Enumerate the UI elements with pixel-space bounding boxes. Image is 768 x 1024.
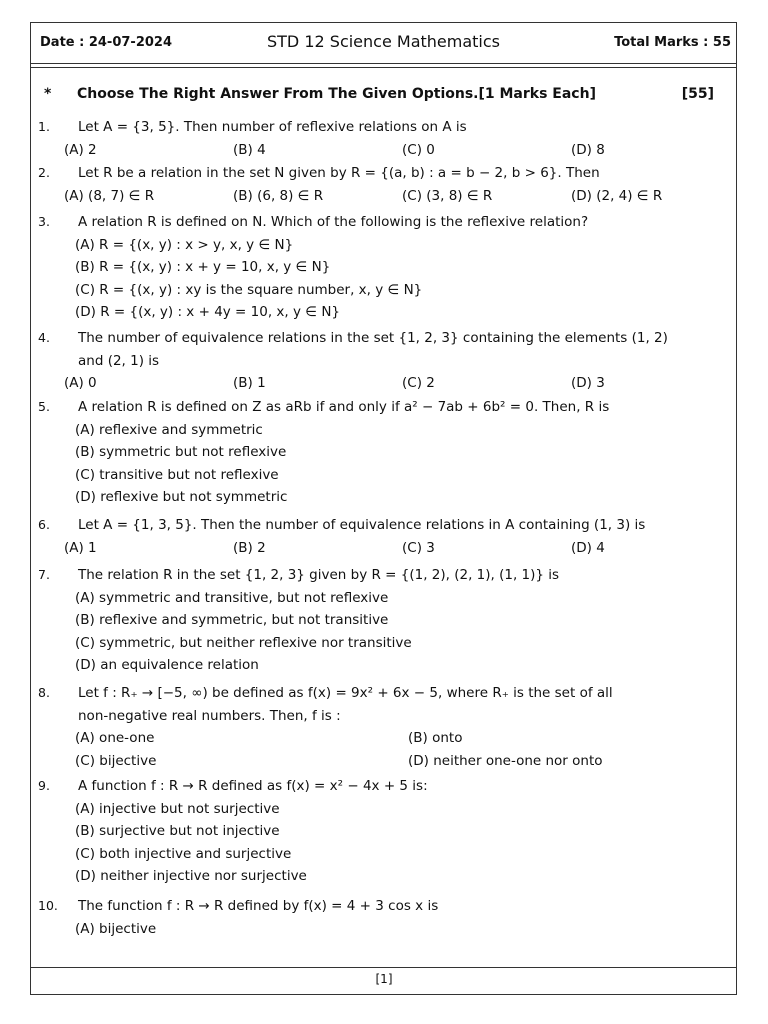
option-c: (C) both injective and surjective xyxy=(75,845,292,862)
section-marks: [55] xyxy=(681,86,714,102)
option-a: (A) 2 xyxy=(64,141,97,158)
option-b: (B) (6, 8) ∈ R xyxy=(233,187,324,204)
option-b: (B) onto xyxy=(408,730,463,746)
option-b: (B) symmetric but not reflexive xyxy=(75,444,287,460)
instruction-bullet: * xyxy=(44,86,52,102)
option-d: (D) R = {(x, y) : x + 4y = 10, x, y ∈ N} xyxy=(75,304,341,320)
option-c: (C) symmetric, but neither reflexive nor transitive xyxy=(75,634,412,651)
question-stem-line-1: The number of equivalence relations in the set {1, 2, 3} containing the elements (1, 2) xyxy=(78,330,668,346)
question-number: 10. xyxy=(38,898,58,913)
question-stem-line-2: and (2, 1) is xyxy=(78,352,160,369)
footer-divider xyxy=(30,967,737,968)
option-a: (A) 1 xyxy=(64,539,97,556)
page-header xyxy=(30,22,737,64)
options xyxy=(38,798,718,888)
question-3 xyxy=(38,211,718,324)
option-b: (B) R = {(x, y) : x + y = 10, x, y ∈ N} xyxy=(75,259,331,275)
option-a: (A) (8, 7) ∈ R xyxy=(64,187,155,204)
option-c: (C) bijective xyxy=(75,753,157,769)
question-number: 6. xyxy=(38,517,50,532)
option-d: (D) (2, 4) ∈ R xyxy=(571,187,663,204)
option-d: (D) 8 xyxy=(571,141,605,158)
option-d: (D) 3 xyxy=(571,375,605,391)
question-2 xyxy=(38,162,718,207)
question-1 xyxy=(38,116,718,161)
question-7 xyxy=(38,564,718,677)
question-number: 8. xyxy=(38,685,50,700)
question-stem: Let R be a relation in the set N given by R = {(a, b) : a = b − 2, b > 6}. Then xyxy=(78,165,600,181)
option-a: (A) 0 xyxy=(64,375,97,391)
question-5 xyxy=(38,396,718,509)
question-stem: A relation R is defined on Z as aRb if and only if a² − 7ab + 6b² = 0. Then, R is xyxy=(78,399,610,415)
option-c: (C) R = {(x, y) : xy is the square number, x, y ∈ N} xyxy=(75,281,423,298)
question-4 xyxy=(38,327,718,394)
option-b: (B) 1 xyxy=(233,375,266,391)
option-c: (C) 0 xyxy=(402,141,435,158)
question-number: 3. xyxy=(38,214,50,229)
question-9 xyxy=(38,775,718,888)
option-d: (D) an equivalence relation xyxy=(75,657,259,673)
question-10 xyxy=(38,895,718,940)
options xyxy=(38,419,718,509)
option-b: (B) reflexive and symmetric, but not transitive xyxy=(75,612,389,628)
instruction-text: Choose The Right Answer From The Given Options.[1 Marks Each] xyxy=(77,86,596,102)
option-a: (A) R = {(x, y) : x > y, x, y ∈ N} xyxy=(75,236,294,253)
option-a: (A) symmetric and transitive, but not reflexive xyxy=(75,589,389,606)
option-c: (C) transitive but not reflexive xyxy=(75,466,279,483)
exam-date: Date : 24-07-2024 xyxy=(40,35,172,50)
options xyxy=(38,918,718,941)
option-b: (B) 4 xyxy=(233,141,266,158)
question-number: 4. xyxy=(38,330,50,345)
options xyxy=(38,234,718,324)
question-stem: The function f : R → R defined by f(x) = 4 + 3 cos x is xyxy=(78,898,439,914)
question-8 xyxy=(38,682,718,772)
options xyxy=(64,537,718,559)
question-stem: Let A = {3, 5}. Then number of reflexive relations on A is xyxy=(78,119,467,135)
options xyxy=(38,587,718,677)
option-c: (C) 2 xyxy=(402,375,435,391)
question-number: 9. xyxy=(38,778,50,793)
option-a: (A) one-one xyxy=(75,730,155,746)
option-a: (A) injective but not surjective xyxy=(75,800,280,817)
option-d: (D) 4 xyxy=(571,539,605,556)
question-stem-line-1: Let f : R₊ → [−5, ∞) be defined as f(x) = 9x² + 6x − 5, where R₊ is the set of all xyxy=(78,685,613,701)
option-a: (A) bijective xyxy=(75,920,157,937)
header-divider xyxy=(30,67,737,68)
section-instruction xyxy=(44,86,714,106)
options xyxy=(64,372,718,394)
page-number: [1] xyxy=(375,972,393,986)
option-c: (C) 3 xyxy=(402,539,435,556)
options xyxy=(38,727,718,772)
option-b: (B) 2 xyxy=(233,539,266,556)
question-number: 5. xyxy=(38,399,50,414)
question-stem: A relation R is defined on N. Which of the following is the reflexive relation? xyxy=(78,214,589,230)
question-stem-line-2: non-negative real numbers. Then, f is : xyxy=(78,707,341,724)
question-stem: Let A = {1, 3, 5}. Then the number of equivalence relations in A containing (1, 3) is xyxy=(78,517,646,533)
option-c: (C) (3, 8) ∈ R xyxy=(402,187,493,204)
exam-title: STD 12 Science Mathematics xyxy=(267,32,500,51)
option-d: (D) reflexive but not symmetric xyxy=(75,489,288,505)
option-a: (A) reflexive and symmetric xyxy=(75,421,263,438)
options xyxy=(64,139,718,161)
question-6 xyxy=(38,514,718,559)
option-b: (B) surjective but not injective xyxy=(75,823,280,839)
question-number: 7. xyxy=(38,567,50,582)
question-stem: A function f : R → R defined as f(x) = x² − 4x + 5 is: xyxy=(78,778,428,794)
option-d: (D) neither injective nor surjective xyxy=(75,868,307,884)
question-stem: The relation R in the set {1, 2, 3} given by R = {(1, 2), (2, 1), (1, 1)} is xyxy=(78,567,560,583)
question-number: 1. xyxy=(38,119,50,134)
options xyxy=(64,185,718,207)
total-marks: Total Marks : 55 xyxy=(614,35,731,50)
option-d: (D) neither one-one nor onto xyxy=(408,753,603,769)
question-number: 2. xyxy=(38,165,50,180)
